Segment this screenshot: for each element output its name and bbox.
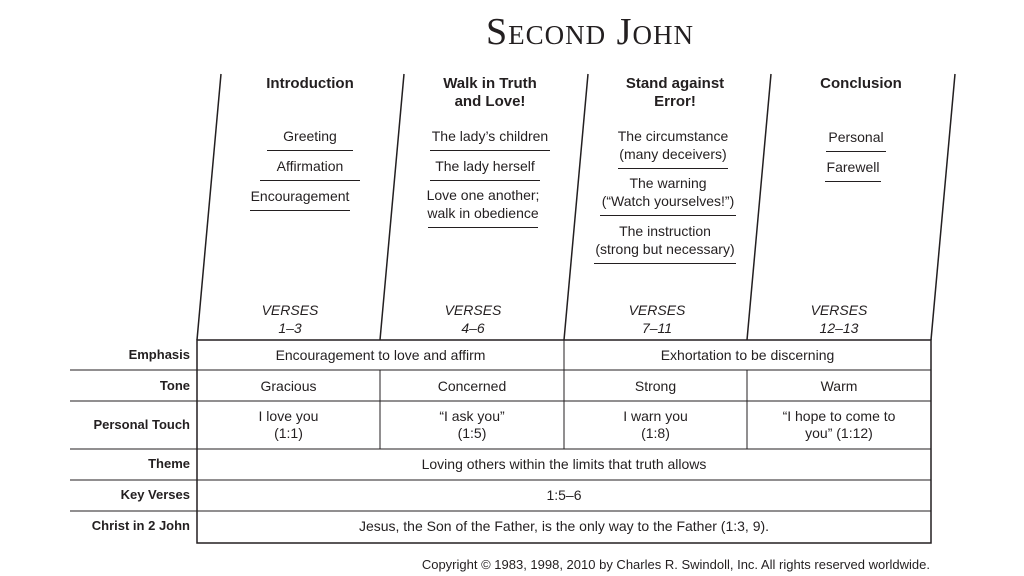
row-label-emphasis: Emphasis [128, 347, 190, 362]
outline-item: The instruction (strong but necessary) [580, 222, 750, 264]
tone-cell: Gracious [260, 378, 317, 394]
tone-cell: Concerned [437, 378, 507, 394]
row-label-christ: Christ in 2 John [91, 518, 190, 533]
outline-item: The circumstance (many deceivers) [588, 127, 758, 169]
verses-range: VERSES 12–13 [810, 302, 868, 336]
emphasis-cell: Encouragement to love and affirm [275, 347, 486, 363]
outline-item: The lady herself [400, 157, 570, 181]
row-label-key-verses: Key Verses [120, 487, 190, 502]
verses-range: VERSES 1–3 [261, 302, 319, 336]
key-verses-cell: 1:5–6 [546, 487, 582, 503]
outline-item: Greeting [225, 127, 395, 151]
emphasis-cell: Exhortation to be discerning [660, 347, 835, 363]
personal-touch-cell: “I hope to come to you” (1:12) [782, 408, 896, 441]
chart-title: Second John [486, 11, 694, 53]
row-label-personal-touch: Personal Touch [93, 417, 190, 432]
outline-item: Affirmation [225, 157, 395, 181]
outline-item: Encouragement [215, 187, 385, 211]
section-title-stand-against-error: Stand against Error! [625, 75, 725, 110]
verses-range: VERSES 4–6 [444, 302, 502, 336]
section-title-conclusion: Conclusion [820, 75, 902, 92]
row-label-tone: Tone [159, 378, 190, 393]
outline-item: The warning (“Watch yourselves!”) [583, 174, 753, 216]
personal-touch-cell: I love you (1:1) [258, 408, 319, 441]
tone-cell: Strong [634, 378, 677, 394]
personal-touch-cell: I warn you (1:8) [623, 408, 688, 441]
section-title-walk-in-truth: Walk in Truth and Love! [443, 75, 537, 110]
personal-touch-cell: “I ask you” (1:5) [439, 408, 505, 441]
outline-item: Love one another; walk in obedience [398, 186, 568, 228]
outline-item: Farewell [768, 158, 938, 182]
outline-item: Personal [771, 128, 941, 152]
outline-item: The lady’s children [405, 127, 575, 151]
row-label-theme: Theme [148, 456, 190, 471]
christ-cell: Jesus, the Son of the Father, is the only way to the Father (1:3, 9). [358, 518, 770, 534]
section-title-introduction: Introduction [266, 75, 354, 92]
copyright-notice: Copyright © 1983, 1998, 2010 by Charles R. Swindoll, Inc. All rights reserved worldwide. [421, 557, 930, 572]
tone-cell: Warm [820, 378, 858, 394]
theme-cell: Loving others within the limits that truth allows [421, 456, 707, 472]
verses-range: VERSES 7–11 [628, 302, 686, 336]
